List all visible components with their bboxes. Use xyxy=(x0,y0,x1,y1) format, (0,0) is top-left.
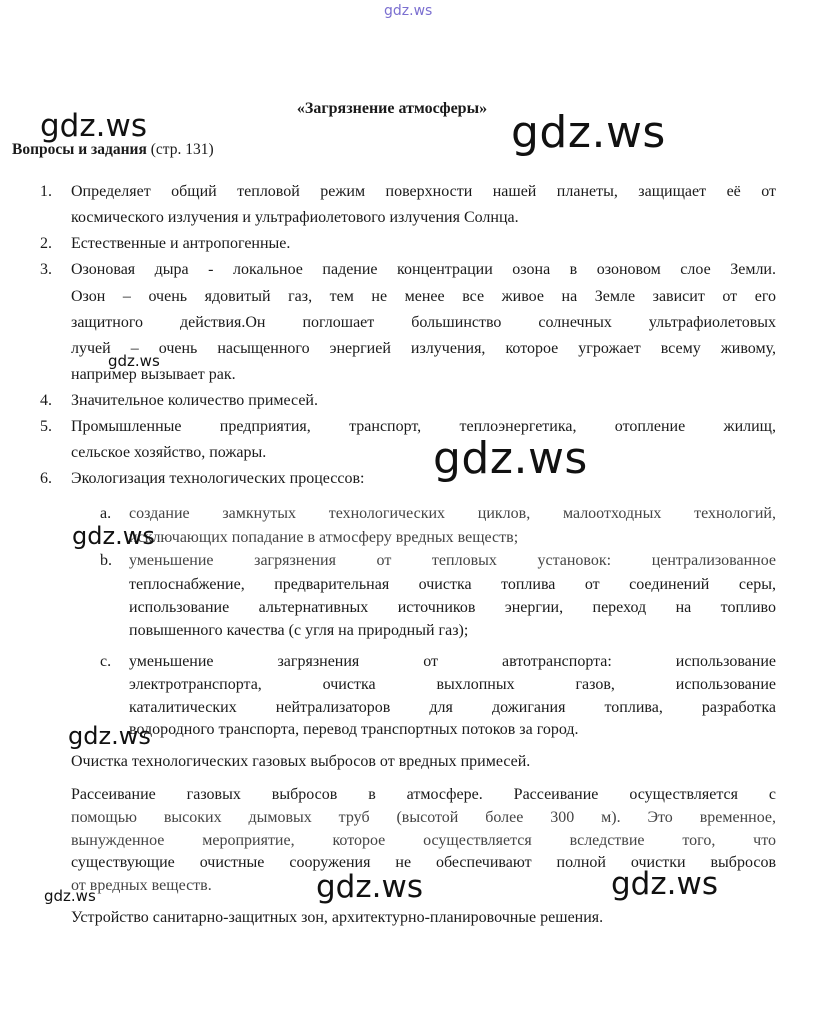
answer-number: 6. xyxy=(40,470,52,487)
answer-number: 4. xyxy=(40,392,52,409)
answer-line: лучей – очень насыщенного энергией излучения, которое угрожает всему живому, xyxy=(71,340,776,357)
subheading-page: (стр. 131) xyxy=(150,141,214,158)
watermark[interactable]: gdz.ws xyxy=(72,522,155,550)
subitem-line: уменьшение загрязнения от автотранспорта: использование xyxy=(129,653,776,670)
answer-line: например вызывает рак. xyxy=(71,366,236,383)
page-title: «Загрязнение атмосферы» xyxy=(296,100,488,117)
watermark[interactable]: gdz.ws xyxy=(40,108,147,144)
subitem-line: создание замкнутых технологических циклов, малоотходных технологий, xyxy=(129,505,776,522)
answer-line: Экологизация технологических процессов: xyxy=(71,470,365,487)
paragraph-line: помощью высоких дымовых труб (высотой более 300 м). Это временное, xyxy=(71,809,776,826)
watermark[interactable]: gdz.ws xyxy=(316,869,423,905)
watermark[interactable]: gdz.ws xyxy=(68,722,151,750)
subitem-line: каталитических нейтрализаторов для дожигания топлива, разработка xyxy=(129,699,776,716)
answer-line: сельское хозяйство, пожары. xyxy=(71,444,267,461)
answer-number: 2. xyxy=(40,235,52,252)
answer-number: 1. xyxy=(40,183,52,200)
subitem-line: использование альтернативных источников энергии, переход на топливо xyxy=(129,599,776,616)
paragraph-line: Очистка технологических газовых выбросов от вредных примесей. xyxy=(71,753,531,770)
watermark[interactable]: gdz.ws xyxy=(44,887,96,905)
subitem-line: уменьшение загрязнения от тепловых установок: централизованное xyxy=(129,552,776,569)
paragraph-line: Устройство санитарно-защитных зон, архитектурно-планировочные решения. xyxy=(71,909,604,926)
answer-line: Естественные и антропогенные. xyxy=(71,235,291,252)
paragraph-line: Рассеивание газовых выбросов в атмосфере. Рассеивание осуществляется с xyxy=(71,786,776,803)
subitem-line: электротранспорта, очистка выхлопных газов, использование xyxy=(129,676,776,693)
answer-line: Промышленные предприятия, транспорт, теплоэнергетика, отопление жилищ, xyxy=(71,418,776,435)
watermark[interactable]: gdz.ws xyxy=(611,866,718,902)
subitem-letter: c. xyxy=(100,653,112,670)
answer-line: космического излучения и ультрафиолетового излучения Солнца. xyxy=(71,209,519,226)
subitem-letter: a. xyxy=(100,505,112,522)
paragraph-line: от вредных веществ. xyxy=(71,877,212,894)
subitem-line: исключающих попадание в атмосферу вредных веществ; xyxy=(129,529,519,546)
watermark[interactable]: gdz.ws xyxy=(433,433,588,484)
answer-number: 5. xyxy=(40,418,52,435)
subitem-line: повышенного качества (с угля на природный газ); xyxy=(129,622,469,639)
watermark[interactable]: gdz.ws xyxy=(108,352,160,370)
paragraph-line: вынужденное мероприятие, которое осуществляется вследствие того, что xyxy=(71,832,776,849)
answer-line: Озоновая дыра - локальное падение концентрации озона в озоновом слое Земли. xyxy=(71,261,776,278)
subitem-letter: b. xyxy=(100,552,112,569)
watermark[interactable]: gdz.ws xyxy=(511,107,666,158)
answer-line: Значительное количество примесей. xyxy=(71,392,318,409)
subitem-line: теплоснабжение, предварительная очистка топлива от соединений серы, xyxy=(129,576,776,593)
paragraph-line: существующие очистные сооружения не обеспечивают полной очистки выбросов xyxy=(71,854,776,871)
subheading-label: Вопросы и задания xyxy=(12,141,147,158)
answer-line: Озон – очень ядовитый газ, тем не менее все живое на Земле зависит от его xyxy=(71,288,776,305)
answer-line: Определяет общий тепловой режим поверхности нашей планеты, защищает её от xyxy=(71,183,776,200)
watermark-top[interactable]: gdz.ws xyxy=(384,3,433,19)
subitem-line: водородного транспорта, перевод транспортных потоков за город. xyxy=(129,721,579,738)
answer-number: 3. xyxy=(40,261,52,278)
answer-line: защитного действия.Он поглошает большинство солнечных ультрафиолетовых xyxy=(71,314,776,331)
